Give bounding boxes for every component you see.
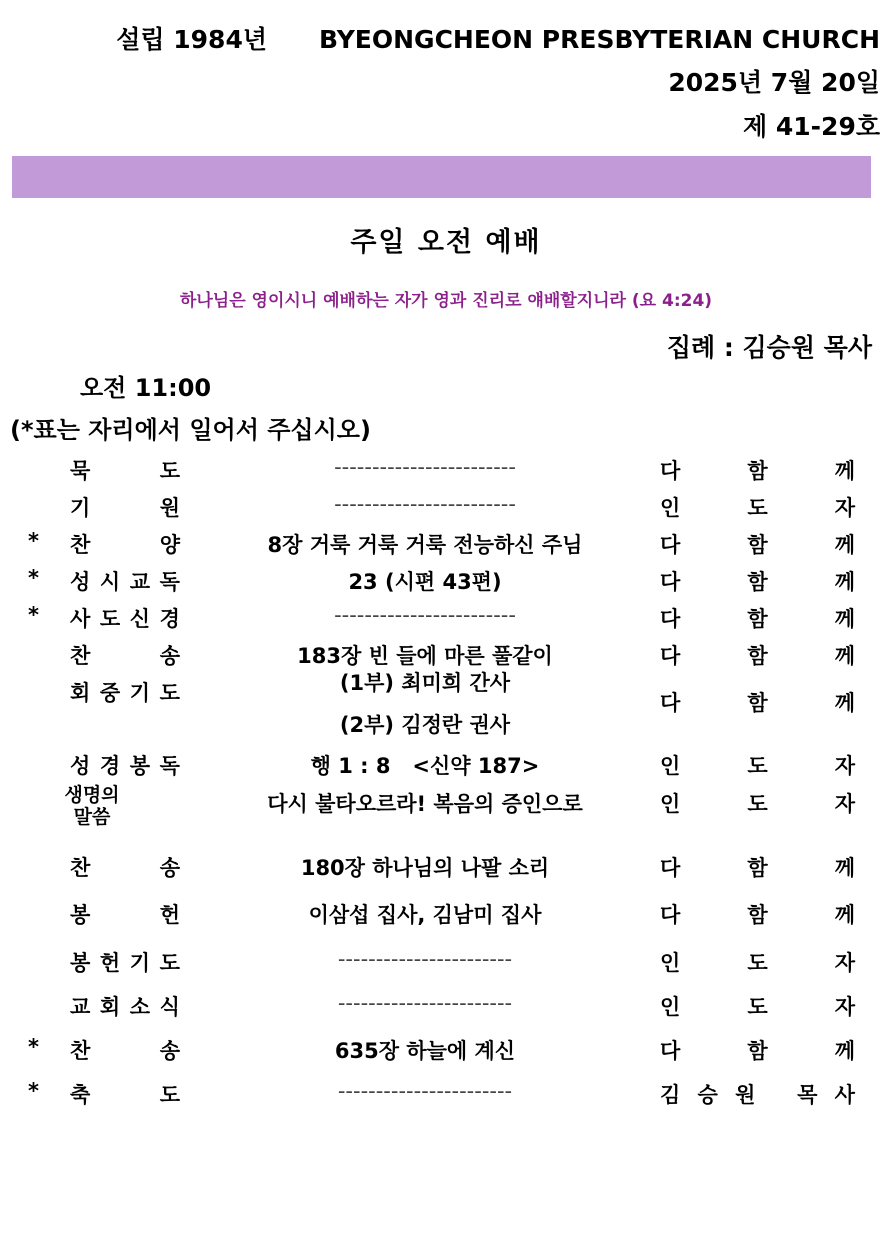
order-item-name [70, 947, 180, 977]
service-title: 주일 오전 예배 [350, 227, 542, 258]
order-item-leader-char: 함 [747, 1039, 768, 1063]
order-item-name [70, 455, 180, 485]
order-item-name-char: 회 [70, 681, 91, 705]
order-item-content-line: 다시 불타오르라! 복음의 증인으로 [267, 792, 583, 816]
order-item-content-line: (1부) 최미희 간사 [339, 671, 511, 695]
order-item-content [205, 947, 645, 971]
order-item-name-char: 기 [70, 496, 91, 520]
order-item-leader-char: 원 [735, 1083, 756, 1107]
order-item-content [205, 899, 645, 929]
order-item-name-char: 봉 [70, 951, 91, 975]
stand-marker: * [28, 1035, 39, 1059]
order-item-leader-char: 다 [660, 570, 681, 594]
order-item-leader-char: 함 [747, 903, 768, 927]
order-item-leader-char: 자 [834, 792, 855, 816]
order-item-content [205, 667, 645, 739]
order-item-content-line: 180장 하나님의 나팔 소리 [300, 856, 550, 880]
order-item-name-char: 봉 [70, 903, 91, 927]
order-item-leader-char: 께 [834, 570, 855, 594]
order-item-leader-char: 인 [660, 951, 681, 975]
order-item-content [205, 603, 645, 627]
order-item-leader-char: 께 [834, 1039, 855, 1063]
order-item-name-char: 교 [70, 995, 91, 1019]
order-item-content [205, 852, 645, 882]
order-item-name-char: 송 [159, 644, 180, 668]
order-item-name-char: 도 [159, 681, 180, 705]
order-item-content [205, 566, 645, 596]
order-item-leader-char: 함 [747, 533, 768, 557]
order-item-name-char: 시 [99, 570, 121, 594]
order-item-name [70, 1079, 180, 1109]
order-item-name-char: 도 [159, 1083, 180, 1107]
header-band [12, 156, 871, 198]
order-item-leader-char: 자 [834, 951, 855, 975]
order-item-leader [660, 529, 855, 559]
order-item-leader-char: 목 [797, 1083, 818, 1107]
order-item-name-char: 경 [159, 607, 180, 631]
order-item-leader-char: 인 [660, 754, 681, 778]
order-item-leader-char: 다 [660, 1039, 681, 1063]
order-item-content-line: ----------------------- [337, 1079, 513, 1103]
order-item-content-line: 8장 거룩 거룩 거룩 전능하신 주님 [267, 533, 583, 557]
order-item-leader [660, 455, 855, 485]
order-item-name-line: 말씀 [73, 806, 111, 828]
order-item-leader-char: 함 [747, 607, 768, 631]
order-item-leader-char: 승 [697, 1083, 718, 1107]
order-item-leader-char: 도 [747, 951, 768, 975]
order-item-leader-char: 다 [660, 533, 681, 557]
order-item-content [205, 529, 645, 559]
order-item-leader [660, 750, 855, 780]
order-item-content [205, 640, 645, 670]
order-item-name-char: 소 [129, 995, 151, 1019]
order-item-content-line: ------------------------ [334, 603, 516, 627]
order-item-name-char: 송 [159, 856, 180, 880]
issue-number: 제 41-29호 [743, 112, 880, 141]
order-item-name [70, 677, 180, 707]
order-item-leader-char: 다 [660, 607, 681, 631]
order-item-leader [660, 566, 855, 596]
order-item-name-char: 교 [129, 570, 151, 594]
order-item-leader-char: 께 [834, 903, 855, 927]
order-item-content-line: 행 1 : 8 <신약 187> [310, 754, 540, 778]
order-item-leader-char: 께 [834, 533, 855, 557]
order-item-name-char: 신 [129, 607, 151, 631]
order-item-leader [660, 899, 855, 929]
order-item-leader-char: 께 [834, 459, 855, 483]
order-item-content [205, 1035, 645, 1065]
order-item-content-line: ----------------------- [337, 947, 513, 971]
order-item-leader-char: 도 [747, 792, 768, 816]
bulletin-date: 2025년 7월 20일 [668, 68, 880, 97]
order-item-leader-char: 자 [834, 496, 855, 520]
order-item-name-char: 중 [99, 681, 121, 705]
header-line-1 [116, 20, 880, 56]
order-item-name-char: 도 [159, 459, 180, 483]
order-item-leader [660, 852, 855, 882]
order-item-name-char: 경 [99, 754, 121, 778]
order-item-leader-char: 다 [660, 856, 681, 880]
order-item-leader-char: 자 [834, 754, 855, 778]
order-item-leader [660, 788, 855, 818]
order-item-name [70, 529, 180, 559]
order-item-name [70, 991, 180, 1021]
order-item-leader-char: 께 [834, 644, 855, 668]
order-item-leader-char: 함 [747, 570, 768, 594]
order-item-name [70, 640, 180, 670]
order-item-leader-char: 께 [834, 856, 855, 880]
order-item-leader [660, 640, 855, 670]
order-item-name [70, 603, 180, 633]
order-item-name-char: 찬 [70, 856, 91, 880]
order-item-content-line: ----------------------- [337, 991, 513, 1015]
order-item-content [205, 788, 645, 818]
order-item-content [205, 1079, 645, 1103]
stand-marker: * [28, 1079, 39, 1103]
order-item-name [70, 750, 180, 780]
order-item-name-char: 찬 [70, 533, 91, 557]
order-item-leader-char: 함 [747, 691, 768, 715]
order-item-leader [660, 603, 855, 633]
order-item-leader-char [773, 1079, 780, 1109]
order-item-name-char: 도 [99, 607, 121, 631]
order-item-content [205, 492, 645, 516]
order-item-leader-char: 사 [834, 1083, 855, 1107]
order-item-leader [660, 991, 855, 1021]
order-item-content-line: (2부) 김정란 권사 [339, 713, 511, 737]
order-item-name [57, 784, 127, 828]
order-item-leader-char: 함 [747, 459, 768, 483]
order-item-name-char: 사 [70, 607, 91, 631]
order-item-name-char: 축 [70, 1083, 91, 1107]
order-item-content-line: 183장 빈 들에 마른 풀같이 [297, 644, 553, 668]
order-item-leader-char: 김 [660, 1083, 681, 1107]
order-item-content [205, 750, 645, 780]
order-item-name-char: 독 [159, 754, 180, 778]
order-item-leader [660, 947, 855, 977]
order-item-name-char: 송 [159, 1039, 180, 1063]
order-item-content [205, 991, 645, 1015]
service-time: 오전 11:00 [80, 374, 212, 402]
order-item-leader-char: 도 [747, 496, 768, 520]
order-item-name-char: 기 [129, 681, 151, 705]
order-item-leader-char: 도 [747, 754, 768, 778]
order-item-name-char: 원 [159, 496, 180, 520]
church-name: BYEONGCHEON PRESBYTERIAN CHURCH [319, 25, 880, 54]
order-item-leader [660, 687, 855, 717]
order-item-leader-char: 다 [660, 459, 681, 483]
order-item-leader-char: 인 [660, 995, 681, 1019]
order-item-name-char: 성 [70, 754, 91, 778]
order-item-content-line: ------------------------ [334, 492, 516, 516]
order-item-leader-char: 인 [660, 496, 681, 520]
order-item-leader [660, 1079, 855, 1109]
order-item-name-char: 기 [129, 951, 151, 975]
order-item-leader-char: 함 [747, 644, 768, 668]
order-item-content [205, 455, 645, 479]
order-item-name-char: 찬 [70, 644, 91, 668]
order-item-name [70, 899, 180, 929]
order-item-content-line: ------------------------ [334, 455, 516, 479]
scripture-verse: 하나님은 영이시니 예배하는 자가 영과 진리로 얘배할지니라 (요 4:24) [179, 291, 713, 311]
order-item-content-line: 635장 하늘에 계신 [334, 1039, 516, 1063]
order-item-leader-char: 께 [834, 691, 855, 715]
order-item-content-line: 이삼섭 집사, 김남미 집사 [308, 903, 542, 927]
order-item-leader-char: 도 [747, 995, 768, 1019]
order-item-leader-char: 다 [660, 644, 681, 668]
order-item-leader-char: 자 [834, 995, 855, 1019]
order-item-name [70, 566, 180, 596]
order-item-name-char: 묵 [70, 459, 91, 483]
order-item-name-char: 회 [99, 995, 121, 1019]
order-item-leader-char: 함 [747, 856, 768, 880]
order-item-leader-char: 다 [660, 903, 681, 927]
stand-marker: * [28, 603, 39, 627]
order-item-name-char: 식 [159, 995, 180, 1019]
order-item-name [70, 852, 180, 882]
order-item-name-char: 찬 [70, 1039, 91, 1063]
order-item-leader [660, 1035, 855, 1065]
order-item-leader-char: 께 [834, 607, 855, 631]
order-item-leader [660, 492, 855, 522]
established-year: 설립 1984년 [116, 25, 267, 54]
order-item-name-line: 생명의 [64, 784, 120, 806]
order-item-name-char: 성 [70, 570, 91, 594]
standing-note: (*표는 자리에서 일어서 주십시오) [10, 416, 371, 444]
order-item-name-char: 헌 [99, 951, 121, 975]
stand-marker: * [28, 566, 39, 590]
order-item-name [70, 492, 180, 522]
order-item-leader-char: 다 [660, 691, 681, 715]
order-item-name-char: 봉 [129, 754, 151, 778]
service-leader: 집례 : 김승원 목사 [666, 333, 872, 362]
stand-marker: * [28, 529, 39, 553]
order-item-leader-char: 인 [660, 792, 681, 816]
order-item-name [70, 1035, 180, 1065]
order-item-name-char: 헌 [159, 903, 180, 927]
order-item-name-char: 도 [159, 951, 180, 975]
order-item-name-char: 독 [159, 570, 180, 594]
order-item-content-line: 23 (시편 43편) [348, 570, 502, 594]
order-item-name-char: 양 [159, 533, 180, 557]
